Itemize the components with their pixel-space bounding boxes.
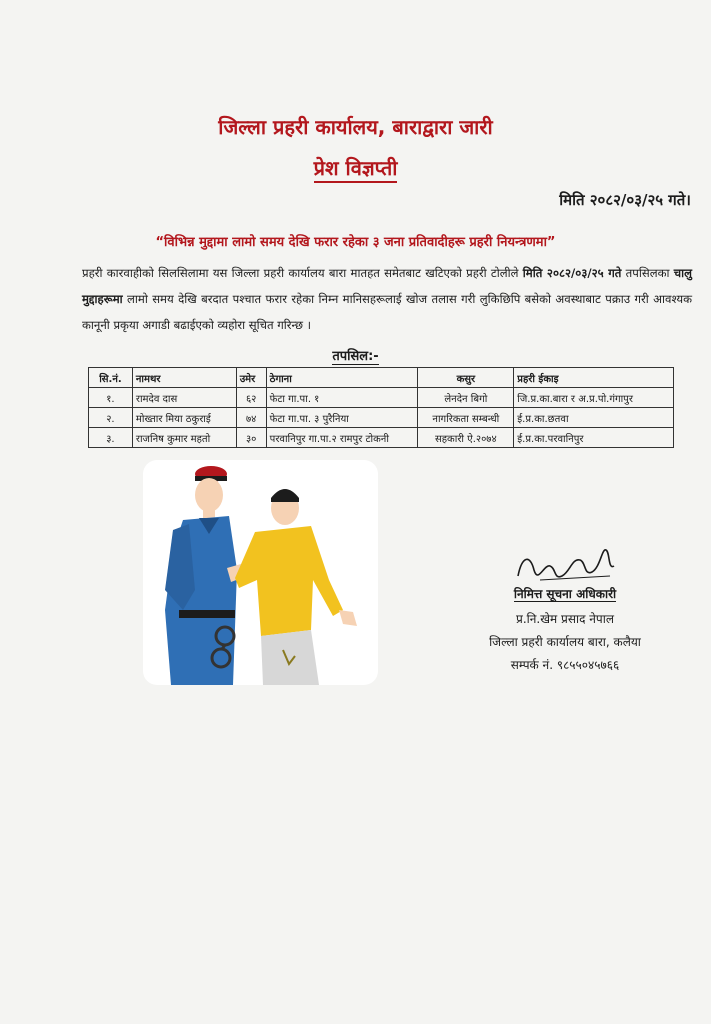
accused-table <box>88 367 674 448</box>
cell-offense: लेनदेन बिगो <box>418 388 514 408</box>
paragraph-part-3: लामो समय देखि बरदात पश्चात फरार रहेका निम्न मानिसहरूलाई खोज तलास गरी लुकिछिपि बसेको अवस्थाबाट पक्राउ गरी आवश्यक कानूनी प्रकृया अगाडी बढाईएको व्यहोरा सूचित गरिन्छ । <box>82 292 692 332</box>
cell-age: ७४ <box>236 408 266 428</box>
table-heading-text: तपसिल:- <box>332 349 379 364</box>
cell-offense: नागरिकता सम्बन्धी <box>418 408 514 428</box>
paragraph-part-2: तपसिलका <box>621 266 674 280</box>
signatory-office: जिल्ला प्रहरी कार्यालय बारा, कलैया <box>489 635 641 649</box>
cell-name: रामदेव दास <box>132 388 236 408</box>
cell-police-unit: ई.प्र.का.छतवा <box>514 408 674 428</box>
col-header-name: नामथर <box>132 368 236 388</box>
paragraph-bold-date: मिति २०८२/०३/२५ गते <box>522 266 622 280</box>
cell-address: फेटा गा.पा. १ <box>266 388 418 408</box>
arrest-illustration <box>143 460 378 685</box>
signatory-name: प्र.नि.खेम प्रसाद नेपाल <box>516 612 614 626</box>
table-row <box>89 388 674 408</box>
cell-age: ३० <box>236 428 266 448</box>
cell-address: फेटा गा.पा. ३ पुरैनिया <box>266 408 418 428</box>
cell-sn: २. <box>89 408 133 428</box>
col-header-sn: सि.नं. <box>89 368 133 388</box>
document-title <box>0 154 711 181</box>
signatory-contact: सम्पर्क नं. ९८५५०४५७६६ <box>510 658 620 672</box>
cell-police-unit: जि.प्र.का.बारा र अ.प्र.पो.गंगापुर <box>514 388 674 408</box>
cell-sn: १. <box>89 388 133 408</box>
col-header-address: ठेगाना <box>266 368 418 388</box>
cell-name: राजनिष कुमार महतो <box>132 428 236 448</box>
table-row <box>89 428 674 448</box>
news-headline: “विभिन्न मुद्दामा लामो समय देखि फरार रहेका ३ जना प्रतिवादीहरू प्रहरी नियन्त्रणमा” <box>155 235 556 250</box>
cell-police-unit: ई.प्र.का.परवानिपुर <box>514 428 674 448</box>
col-header-offense: कसुर <box>418 368 514 388</box>
cell-address: परवानिपुर गा.पा.२ रामपुर टोकनी <box>266 428 418 448</box>
table-header-row <box>89 368 674 388</box>
body-paragraph <box>82 260 692 338</box>
signatory-role <box>430 585 700 602</box>
col-header-age: उमेर <box>236 368 266 388</box>
issue-date: मिति २०८२/०३/२५ गते। <box>559 191 691 209</box>
signatory-role-text: निमित्त सूचना अधिकारी <box>513 587 617 601</box>
paragraph-part-1: प्रहरी कारवाहीको सिलसिलामा यस जिल्ला प्रहरी कार्यालय बारा मातहत समेतबाट खटिएको प्रहरी टोलीले <box>82 266 523 280</box>
col-header-police-unit: प्रहरी ईकाइ <box>514 368 674 388</box>
cell-age: ६२ <box>236 388 266 408</box>
cell-offense: सहकारी ऐ.२०७४ <box>418 428 514 448</box>
cell-name: मोख्तार मिया ठकुराई <box>132 408 236 428</box>
table-heading <box>0 346 711 364</box>
table-row <box>89 408 674 428</box>
cell-sn: ३. <box>89 428 133 448</box>
document-title-text: प्रेश विज्ञप्ती <box>314 156 398 183</box>
paragraph-bold-cases: चालु मुद्दाहरूमा <box>82 266 692 306</box>
office-title: जिल्ला प्रहरी कार्यालय, बाराद्वारा जारी <box>218 115 493 139</box>
